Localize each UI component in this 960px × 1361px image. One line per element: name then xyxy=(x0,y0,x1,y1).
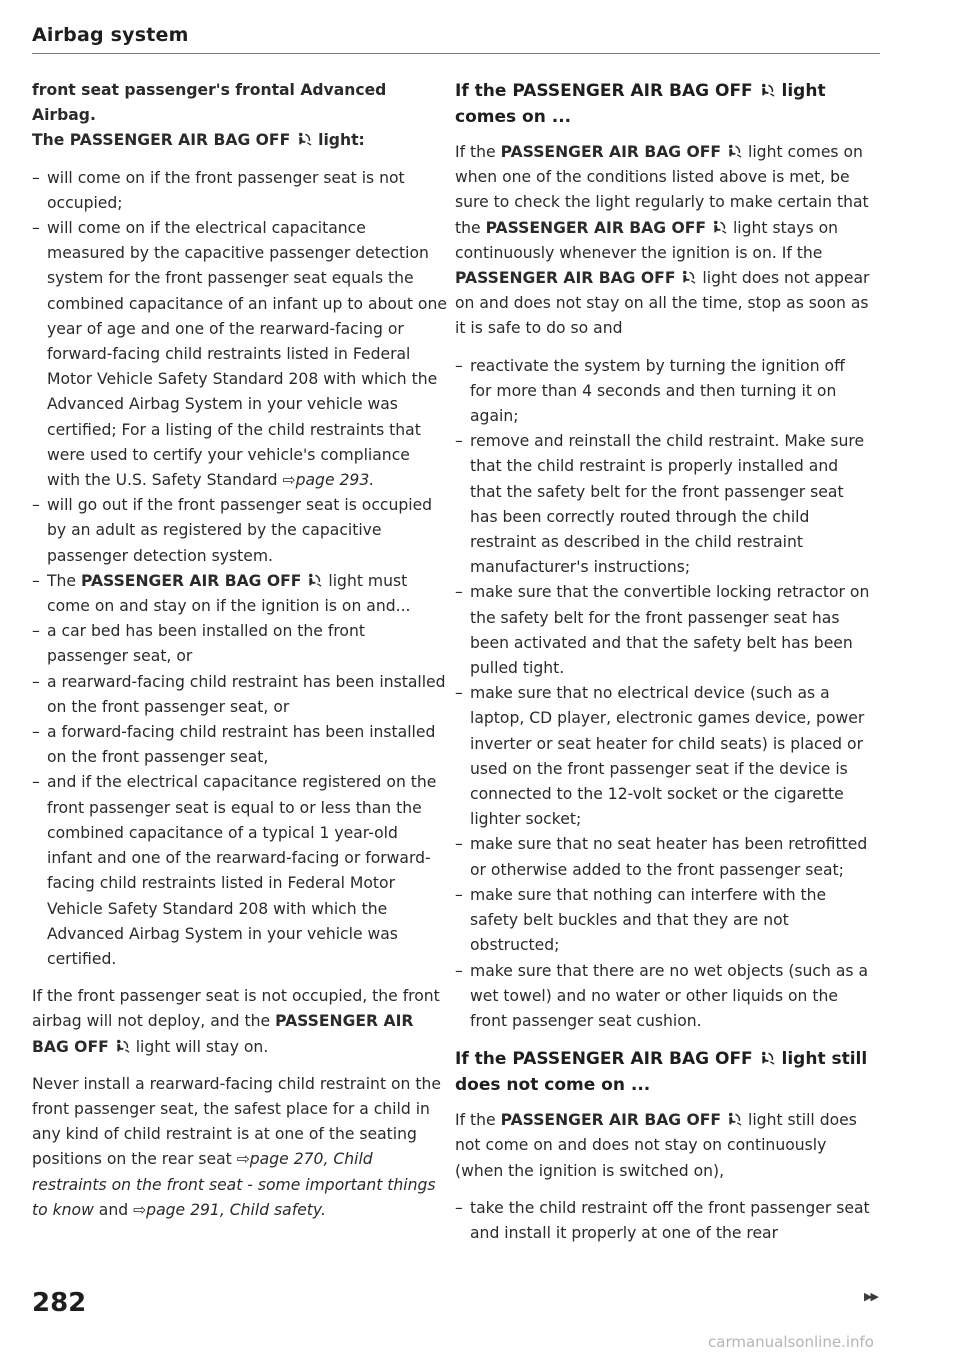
page-ref-293[interactable]: ⇨page 293. xyxy=(282,471,375,490)
list-item xyxy=(32,569,447,619)
not-occupied-end: light will stay on. xyxy=(135,1037,269,1056)
list-item: – a rearward-facing child restraint has been installed on the front passenger seat, or xyxy=(32,670,447,720)
list-item xyxy=(32,216,447,493)
list-item: – remove and reinstall the child restraint. Make sure that the child restraint is properly installed and that the safety belt for the front passenger seat has been correctly routed through the child restraint as described in the child restraint manufacturer's instructions; xyxy=(455,429,870,580)
list-item: – make sure that nothing can interfere with the safety belt buckles and that they are not obstructed; xyxy=(455,883,870,959)
comes-text-3: light does not appear on and does not stay on all the time, stop as soon as it is safe to do so and xyxy=(455,269,870,338)
light-behavior-list xyxy=(32,166,447,973)
page-ref-291[interactable]: ⇨page 291, Child safety. xyxy=(133,1200,326,1219)
page-ref-270[interactable]: ⇨page 270, Child restraints on the front seat - some important things to know xyxy=(32,1150,436,1219)
heading-still-end: light still does not come on ... xyxy=(455,1049,868,1096)
list-item: – and if the electrical capacitance registered on the front passenger seat is equal to or less than the combined capacitance of a typical 1 year-old infant and one of the rearward-facing or forward-facing child restraints listed in Federal Motor Vehicle Safety Standard 208 with which the Advanced Airbag System in your vehicle was certified. xyxy=(32,770,447,972)
list-item: – take the child restraint off the front passenger seat and install it properly at one of the rear xyxy=(455,1196,870,1246)
watermark: carmanualsonline.info xyxy=(708,1333,874,1351)
must-text: light must come on and stay on if the ignition is on and... xyxy=(47,571,411,616)
paragraph-light-comes-on xyxy=(455,140,870,342)
must-the: The xyxy=(47,571,77,590)
list-item: – will go out if the front passenger seat is occupied by an adult as registered by the capacitive passenger detection system. xyxy=(32,493,447,569)
list-item: – make sure that the convertible locking retractor on the safety belt for the front passenger seat has been activated and that the safety belt has been pulled tight. xyxy=(455,580,870,681)
intro-line-2 xyxy=(32,128,447,153)
intro-light-name: PASSENGER AIR BAG OFF xyxy=(69,131,291,150)
list-item: – make sure that there are no wet objects (such as a wet towel) and no water or other liquids on the front passenger seat cushion. xyxy=(455,959,870,1035)
heading-light-comes-on xyxy=(455,78,870,130)
heading-comes-text: If the PASSENGER AIR BAG OFF xyxy=(455,81,753,101)
page-number: 282 xyxy=(32,1288,87,1318)
comes-if-the: If the xyxy=(455,143,496,161)
running-head: Airbag system xyxy=(32,24,189,46)
left-column xyxy=(32,78,447,1235)
troubleshoot-list xyxy=(455,354,870,1034)
still-text: light still does not come on and does not stay on continuously (when the ignition is switched on), xyxy=(455,1111,857,1180)
list-item: – a car bed has been installed on the front passenger seat, or xyxy=(32,619,447,669)
header-rule xyxy=(32,53,880,54)
intro-the: The xyxy=(32,131,65,150)
heading-light-still-not-on xyxy=(455,1046,870,1098)
heading-still-text: If the PASSENGER AIR BAG OFF xyxy=(455,1049,753,1070)
never-install-text: Never install a rearward-facing child restraint on the front passenger seat, the safest place for a child in any kind of child restraint is at one of the seating positions on the rear seat xyxy=(32,1074,441,1169)
still-not-on-list xyxy=(455,1196,870,1246)
intro-heading xyxy=(32,78,447,154)
paragraph-never-install xyxy=(32,1072,447,1223)
list-item: – will come on if the front passenger seat is not occupied; xyxy=(32,166,447,216)
list-item: – a forward-facing child restraint has been installed on the front passenger seat, xyxy=(32,720,447,770)
passenger-airbag-off-icon xyxy=(727,1112,742,1126)
list-item: – make sure that no electrical device (such as a laptop, CD player, electronic games device, power inverter or seat heater for child seats) is placed or used on the front passenger seat if the device is connected to the 12-volt socket or the cigarette lighter socket; xyxy=(455,681,870,832)
comes-light-name-1: PASSENGER AIR BAG OFF xyxy=(500,143,722,161)
passenger-airbag-off-icon xyxy=(760,83,775,97)
passenger-airbag-off-icon xyxy=(712,220,727,234)
list-item: – reactivate the system by turning the ignition off for more than 4 seconds and then turning it on again; xyxy=(455,354,870,430)
list-item-text: will come on if the electrical capacitance measured by the capacitive passenger detection system for the front passenger seat equals the combined capacitance of an infant up to about one year of age and one of the rearward-facing or forward-facing child restraints listed in Federal Motor Vehicle Safety Standard 208 with which the Advanced Airbag System in your vehicle was certified; For a listing of the child restraints that were used to certify your vehicle's compliance with the U.S. Safety Standard xyxy=(47,219,447,490)
comes-text-2: light stays on continuously whenever the ignition is on. If the xyxy=(455,218,839,262)
intro-line-1: front seat passenger's frontal Advanced Airbag. xyxy=(32,81,387,125)
not-occupied-text: If the front passenger seat is not occupied, the front airbag will not deploy, and the xyxy=(32,987,440,1031)
comes-light-name-3: PASSENGER AIR BAG OFF xyxy=(455,269,676,288)
right-column xyxy=(455,78,870,1258)
passenger-airbag-off-icon xyxy=(297,132,312,146)
passenger-airbag-off-icon xyxy=(115,1039,130,1053)
paragraph-not-occupied xyxy=(32,984,447,1060)
comes-text-1: light comes on when one of the conditions listed above is met, be sure to check the light regularly to make certain that the xyxy=(455,143,869,237)
must-light-name: PASSENGER AIR BAG OFF xyxy=(80,571,302,590)
still-light-name: PASSENGER AIR BAG OFF xyxy=(500,1111,722,1130)
paragraph-light-still xyxy=(455,1108,870,1184)
list-item: – make sure that no seat heater has been retrofitted or otherwise added to the front passenger seat; xyxy=(455,832,870,882)
passenger-airbag-off-icon xyxy=(307,573,322,587)
intro-light-word: light: xyxy=(318,131,365,150)
still-if-the: If the xyxy=(455,1111,496,1130)
passenger-airbag-off-icon xyxy=(727,144,742,158)
never-install-and: and xyxy=(98,1200,129,1219)
comes-light-name-2: PASSENGER AIR BAG OFF xyxy=(485,218,707,237)
not-occupied-light-name: PASSENGER AIR BAG OFF xyxy=(32,1012,414,1056)
passenger-airbag-off-icon xyxy=(681,270,696,284)
passenger-airbag-off-icon xyxy=(760,1051,775,1065)
continue-arrow-icon: ▶▶ xyxy=(864,1290,877,1303)
heading-comes-end: light comes on ... xyxy=(455,81,826,127)
